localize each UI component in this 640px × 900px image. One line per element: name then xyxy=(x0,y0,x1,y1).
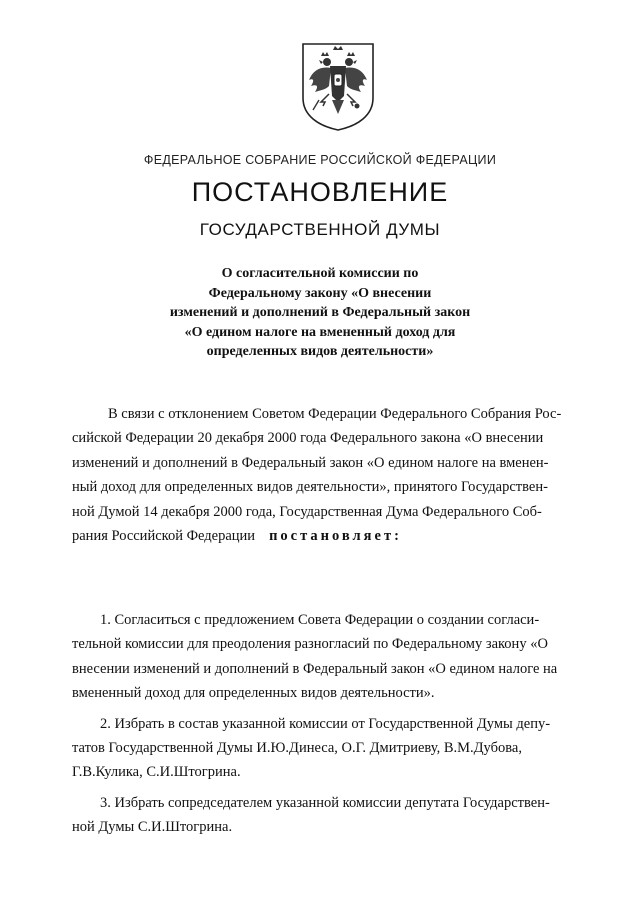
issuer-title: ГОСУДАРСТВЕННОЙ ДУМЫ xyxy=(199,220,441,239)
preamble-line: изменений и дополнений в Федеральный закон «О едином налоге на вменен- xyxy=(72,454,549,471)
document-type-title: ПОСТАНОВЛЕНИЕ xyxy=(191,177,449,207)
item-3-line: 3. Избрать сопредседателем указанной комиссии депутата Государствен- xyxy=(100,794,550,811)
item-1-line: тельной комиссии для преодоления разногласий по Федеральному закону «О xyxy=(72,636,548,653)
institution-name: ФЕДЕРАЛЬНОЕ СОБРАНИЕ РОССИЙСКОЙ ФЕДЕРАЦИИ xyxy=(143,153,497,167)
resolution-items xyxy=(72,608,582,840)
item-1-line: 1. Согласиться с предложением Совета Федерации о создании согласи- xyxy=(100,612,540,628)
resolution-keyword: постановляет: xyxy=(269,528,402,545)
preamble-line-text: рания Российской Федерации xyxy=(72,528,256,545)
item-2-line: татов Государственной Думы И.Ю.Динеса, О.Г. Дмитриеву, В.М.Дубова, xyxy=(72,740,522,757)
preamble-paragraph xyxy=(72,402,582,548)
item-2-line: 2. Избрать в состав указанной комиссии от Государственной Думы депу- xyxy=(100,715,551,732)
preamble-line: ный доход для определенных видов деятельности», принятого Государствен- xyxy=(72,479,548,496)
preamble-line xyxy=(72,524,582,548)
coat-of-arms-emblem xyxy=(299,40,377,132)
item-1-line: внесении изменений и дополнений в Федеральный закон «О едином налоге на xyxy=(72,660,558,677)
preamble-line: сийской Федерации 20 декабря 2000 года Федерального закона «О внесении xyxy=(72,430,544,447)
subject-line: Федеральному закону «О внесении xyxy=(208,285,432,301)
item-3-line: ной Думы С.И.Штогрина. xyxy=(72,819,233,836)
document-subject xyxy=(0,264,640,362)
preamble-line: ной Думой 14 декабря 2000 года, Государственная Дума Федерального Соб- xyxy=(72,503,542,520)
item-1-line: вмененный доход для определенных видов деятельности». xyxy=(72,685,435,702)
double-headed-eagle-icon xyxy=(299,40,377,132)
subject-line: изменений и дополнений в Федеральный закон xyxy=(169,305,471,320)
subject-line: «О едином налоге на вмененный доход для xyxy=(184,324,456,340)
subject-line: О согласительной комиссии по xyxy=(221,266,419,281)
preamble-line: В связи с отклонением Советом Федерации Федерального Собрания Рос- xyxy=(108,406,562,422)
subject-line: определенных видов деятельности» xyxy=(206,344,434,359)
item-2-line: Г.В.Кулика, С.И.Штогрина. xyxy=(72,764,241,781)
